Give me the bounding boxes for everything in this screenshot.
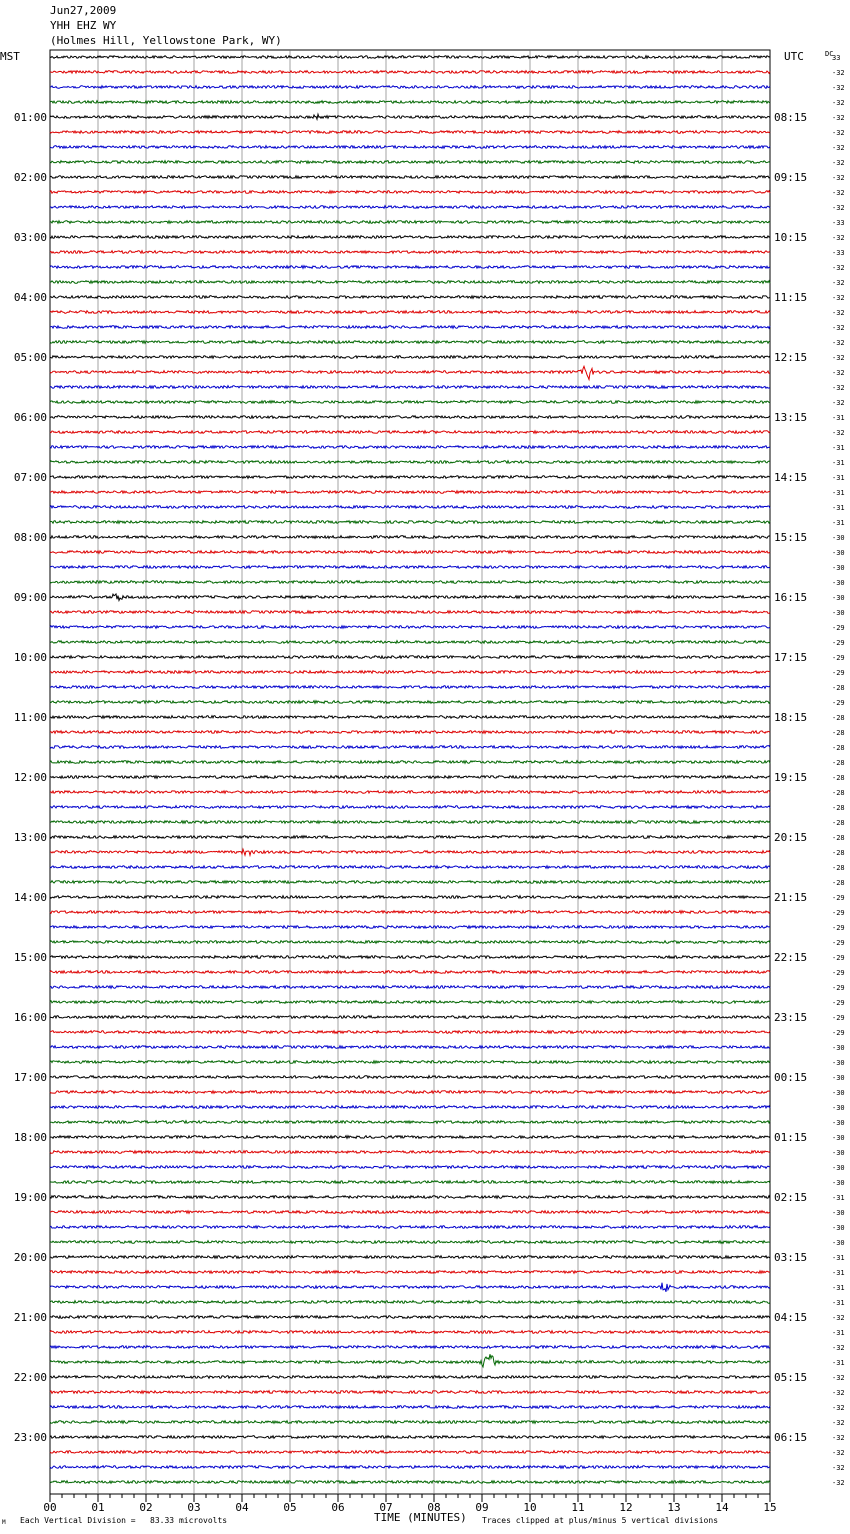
right-hour-label: 11:15 [774,291,808,304]
seismic-trace [50,431,770,434]
right-hour-label: 00:15 [774,1071,808,1084]
left-hour-label: 18:00 [13,1131,47,1144]
x-tick-label: 03 [187,1501,201,1514]
dc-offset-label: -30 [832,1209,845,1217]
dc-offset-label: -32 [832,369,845,377]
seismic-trace [50,1256,770,1259]
left-hour-label: 03:00 [13,231,47,244]
left-hour-label: 10:00 [13,651,47,664]
dc-offset-label: -32 [832,1434,845,1442]
dc-offset-label: -32 [832,69,845,77]
x-tick-label: 11 [571,1501,585,1514]
right-hour-label: 01:15 [774,1131,808,1144]
dc-offset-label: -31 [832,519,845,527]
seismic-trace [50,341,770,344]
right-hour-label: 04:15 [774,1311,808,1324]
seismic-trace [50,581,770,584]
x-tick-label: 05 [283,1501,297,1514]
seismic-trace [50,176,770,179]
dc-offset-label: -28 [832,774,845,782]
seismic-trace [50,281,770,284]
seismic-trace [50,71,770,74]
x-tick-label: 07 [379,1501,393,1514]
dc-offset-label: -29 [832,924,845,932]
dc-offset-label: -32 [832,429,845,437]
seismic-trace [50,114,770,119]
x-tick-label: 00 [43,1501,57,1514]
seismic-trace [50,521,770,524]
seismic-trace [50,791,770,794]
seismic-trace [50,461,770,464]
seismic-trace [50,1241,770,1244]
dc-offset-label: -28 [832,759,845,767]
dc-offset-label: -31 [832,1254,845,1262]
dc-offset-label: -32 [832,84,845,92]
right-hour-label: 21:15 [774,891,808,904]
dc-offset-label: -30 [832,564,845,572]
right-hour-label: 09:15 [774,171,808,184]
dc-offset-label: -32 [832,234,845,242]
dc-offset-label: -30 [832,549,845,557]
left-hour-label: 01:00 [13,111,47,124]
left-hour-label: 05:00 [13,351,47,364]
dc-offset-label: -31 [832,1299,845,1307]
seismic-trace [50,221,770,224]
seismic-trace [50,386,770,389]
seismic-trace [50,56,770,59]
seismic-trace [50,1151,770,1154]
x-tick-label: 01 [91,1501,105,1514]
right-hour-label: 22:15 [774,951,808,964]
dc-offset-label: -31 [832,459,845,467]
dc-offset-label: -29 [832,669,845,677]
dc-offset-label: -32 [832,1464,845,1472]
dc-offset-label: -29 [832,654,845,662]
dc-offset-label: -32 [832,294,845,302]
dc-offset-label: -30 [832,1119,845,1127]
x-tick-label: 04 [235,1501,249,1514]
seismic-trace [50,641,770,644]
seismic-trace [50,836,770,839]
left-hour-label: 02:00 [13,171,47,184]
dc-offset-label: -28 [832,714,845,722]
seismic-trace [50,881,770,884]
seismic-trace [50,896,770,899]
dc-offset-label: -33 [832,249,845,257]
dc-offset-label: -32 [832,159,845,167]
dc-offset-label: -30 [832,1224,845,1232]
dc-offset-label: -32 [832,1449,845,1457]
seismic-trace [50,1166,770,1169]
dc-offset-label: -32 [832,384,845,392]
right-hour-label: 20:15 [774,831,808,844]
left-hour-label: 17:00 [13,1071,47,1084]
dc-offset-label: -30 [832,609,845,617]
seismic-trace [50,956,770,959]
left-hour-label: 19:00 [13,1191,47,1204]
dc-offset-label: -31 [832,414,845,422]
x-tick-label: 14 [715,1501,729,1514]
dc-offset-label: -32 [832,279,845,287]
dc-offset-label: -32 [832,174,845,182]
seismic-trace [50,971,770,974]
seismic-trace [50,626,770,629]
dc-offset-label: -32 [832,1314,845,1322]
dc-offset-label: -31 [832,474,845,482]
seismic-trace [50,566,770,569]
right-hour-label: 16:15 [774,591,808,604]
dc-offset-label: -30 [832,1179,845,1187]
dc-offset-label: -30 [832,1044,845,1052]
seismic-trace [50,1316,770,1319]
left-hour-label: 06:00 [13,411,47,424]
seismic-trace [50,551,770,554]
seismic-trace [50,1031,770,1034]
seismic-trace [50,1106,770,1109]
x-axis-title: TIME (MINUTES) [374,1511,467,1524]
seismic-trace [50,366,770,379]
seismic-trace [50,206,770,209]
dc-offset-label: -29 [832,1029,845,1037]
seismic-trace [50,701,770,704]
dc-offset-label: -31 [832,1269,845,1277]
seismic-trace [50,1076,770,1079]
seismic-trace [50,506,770,509]
seismic-trace [50,1136,770,1139]
seismic-trace [50,1451,770,1454]
dc-offset-label: -31 [832,504,845,512]
right-hour-label: 23:15 [774,1011,808,1024]
dc-offset-label: -29 [832,639,845,647]
seismic-trace [50,1181,770,1184]
left-hour-label: 16:00 [13,1011,47,1024]
right-hour-label: 18:15 [774,711,808,724]
seismic-trace [50,416,770,419]
seismic-trace [50,1391,770,1394]
x-tick-label: 08 [427,1501,441,1514]
right-hour-label: 05:15 [774,1371,808,1384]
seismic-trace [50,1301,770,1304]
dc-offset-label: -29 [832,954,845,962]
dc-offset-label: -32 [832,399,845,407]
seismic-trace [50,491,770,494]
seismic-trace [50,941,770,944]
seismic-trace [50,1406,770,1409]
dc-offset-label: -32 [832,264,845,272]
right-hour-label: 08:15 [774,111,808,124]
seismic-trace [50,849,770,855]
seismic-trace [50,536,770,539]
left-hour-label: 12:00 [13,771,47,784]
left-hour-label: 14:00 [13,891,47,904]
left-hour-label: 22:00 [13,1371,47,1384]
dc-offset-label: -32 [832,1389,845,1397]
dc-offset-label: -30 [832,1239,845,1247]
left-hour-label: 15:00 [13,951,47,964]
right-timezone-label: UTC [784,50,804,63]
seismic-trace [50,911,770,914]
left-hour-label: 04:00 [13,291,47,304]
left-hour-label: 23:00 [13,1431,47,1444]
dc-offset-label: -29 [832,624,845,632]
seismic-trace [50,1331,770,1334]
right-hour-label: 06:15 [774,1431,808,1444]
dc-offset-label: -30 [832,1134,845,1142]
left-hour-label: 07:00 [13,471,47,484]
seismic-trace [50,1091,770,1094]
dc-offset-label: -28 [832,819,845,827]
dc-label-group [825,50,845,1487]
left-hour-label: 09:00 [13,591,47,604]
dc-offset-label: -30 [832,534,845,542]
x-tick-label: 06 [331,1501,345,1514]
right-hour-label: 10:15 [774,231,808,244]
dc-offset-label: -31 [832,1359,845,1367]
dc-offset-label: -28 [832,879,845,887]
dc-offset-label: -30 [832,579,845,587]
x-tick-label: 15 [763,1501,777,1514]
seismic-trace [50,1226,770,1229]
seismic-trace [50,161,770,164]
dc-offset-label: -30 [832,1149,845,1157]
dc-offset-label: -32 [832,129,845,137]
dc-offset-label: -32 [832,339,845,347]
dc-offset-label: -29 [832,1014,845,1022]
seismic-trace [50,716,770,719]
seismic-trace [50,1436,770,1439]
x-tick-label: 10 [523,1501,537,1514]
seismic-trace [50,1016,770,1019]
seismic-trace [50,746,770,749]
clip-note: Traces clipped at plus/minus 5 vertical divisions [482,1516,719,1525]
header-station: YHH EHZ WY [50,19,117,32]
dc-offset-label: -32 [832,309,845,317]
seismic-trace [50,731,770,734]
seismic-trace [50,251,770,254]
dc-offset-label: -33 [832,219,845,227]
dc-offset-label: -31 [832,1329,845,1337]
seismic-trace [50,266,770,269]
seismic-trace [50,101,770,104]
dc-offset-label: -32 [832,114,845,122]
dc-offset-label: -32 [832,1344,845,1352]
x-tick-label: 13 [667,1501,681,1514]
dc-offset-label: -29 [832,984,845,992]
seismic-trace [50,1283,770,1292]
dc-offset-label: -30 [832,1074,845,1082]
dc-offset-label: -32 [832,1374,845,1382]
dc-offset-label: -32 [832,1404,845,1412]
seismic-trace [50,1046,770,1049]
seismic-trace [50,806,770,809]
seismic-trace [50,1354,770,1367]
seismic-trace [50,1121,770,1124]
seismic-trace [50,821,770,824]
seismic-trace [50,686,770,689]
dc-offset-label: -29 [832,999,845,1007]
dc-offset-label: -28 [832,744,845,752]
left-timezone-label: MST [0,50,20,63]
dc-offset-label: -28 [832,849,845,857]
header-date: Jun27,2009 [50,4,117,17]
dc-offset-label: -29 [832,939,845,947]
seismic-trace [50,191,770,194]
dc-offset-label: -32 [832,1419,845,1427]
right-hour-label: 13:15 [774,411,808,424]
dc-offset-label: -28 [832,789,845,797]
left-hour-label: 20:00 [13,1251,47,1264]
seismic-trace [50,866,770,869]
left-hour-label: 11:00 [13,711,47,724]
dc-offset-label: -31 [832,444,845,452]
dc-offset-label: -32 [832,1479,845,1487]
right-hour-label: 15:15 [774,531,808,544]
right-hour-label: 17:15 [774,651,808,664]
right-hour-label: 03:15 [774,1251,808,1264]
seismic-trace [50,926,770,929]
seismic-trace [50,1196,770,1199]
right-hour-label: 14:15 [774,471,808,484]
right-hour-label: 19:15 [774,771,808,784]
x-tick-label: 12 [619,1501,633,1514]
dc-offset-label: -29 [832,909,845,917]
seismic-trace [50,1271,770,1274]
right-hour-label: 02:15 [774,1191,808,1204]
dc-offset-label: -31 [832,489,845,497]
x-tick-label: 02 [139,1501,153,1514]
x-tick-label: 09 [475,1501,489,1514]
seismic-trace [50,131,770,134]
dc-offset-label: -29 [832,699,845,707]
seismic-trace [50,656,770,659]
seismic-trace [50,476,770,479]
dc-offset-label: -30 [832,1104,845,1112]
seismic-trace [50,1376,770,1379]
seismic-trace [50,326,770,329]
dc-offset-label: -32 [832,324,845,332]
dc-offset-label: -28 [832,684,845,692]
seismic-trace [50,146,770,149]
dc-offset-label: -31 [832,1284,845,1292]
seismic-trace [50,761,770,764]
seismic-trace [50,776,770,779]
seismic-trace [50,446,770,449]
seismic-trace [50,236,770,239]
header-location: (Holmes Hill, Yellowstone Park, WY) [50,34,282,47]
seismic-trace [50,1346,770,1349]
dc-offset-label: -28 [832,864,845,872]
dc-offset-label: -30 [832,1164,845,1172]
left-hour-label: 13:00 [13,831,47,844]
trace-group [50,56,770,1484]
left-hour-label: 08:00 [13,531,47,544]
seismic-trace [50,401,770,404]
seismic-trace [50,296,770,299]
seismic-trace [50,986,770,989]
seismic-trace [50,611,770,614]
dc-offset-label: -32 [832,99,845,107]
seismic-trace [50,671,770,674]
seismic-trace [50,311,770,314]
right-hour-label: 12:15 [774,351,808,364]
seismic-trace [50,1001,770,1004]
seismic-trace [50,1421,770,1424]
dc-offset-label: -32 [832,144,845,152]
dc-offset-label: -30 [832,1089,845,1097]
corner-mark: M [2,1519,6,1526]
dc-offset-label: -28 [832,834,845,842]
dc-offset-label: 33 [832,54,841,62]
dc-offset-label: -28 [832,804,845,812]
dc-offset-label: -29 [832,969,845,977]
dc-offset-label: -29 [832,894,845,902]
dc-offset-label: -30 [832,594,845,602]
dc-offset-label: -28 [832,729,845,737]
vertical-division-note: Each Vertical Division = 83.33 microvolts [20,1516,228,1525]
seismic-trace [50,594,770,600]
dc-offset-label: -32 [832,204,845,212]
seismic-trace [50,1061,770,1064]
dc-offset-label: -32 [832,354,845,362]
seismic-trace [50,1211,770,1214]
seismic-trace [50,1481,770,1484]
seismic-trace [50,1466,770,1469]
dc-offset-label: -30 [832,1059,845,1067]
dc-offset-label: -32 [832,189,845,197]
dc-title: DC [825,50,834,58]
seismic-trace [50,86,770,89]
seismic-trace [50,356,770,359]
dc-offset-label: -31 [832,1194,845,1202]
left-hour-label: 21:00 [13,1311,47,1324]
